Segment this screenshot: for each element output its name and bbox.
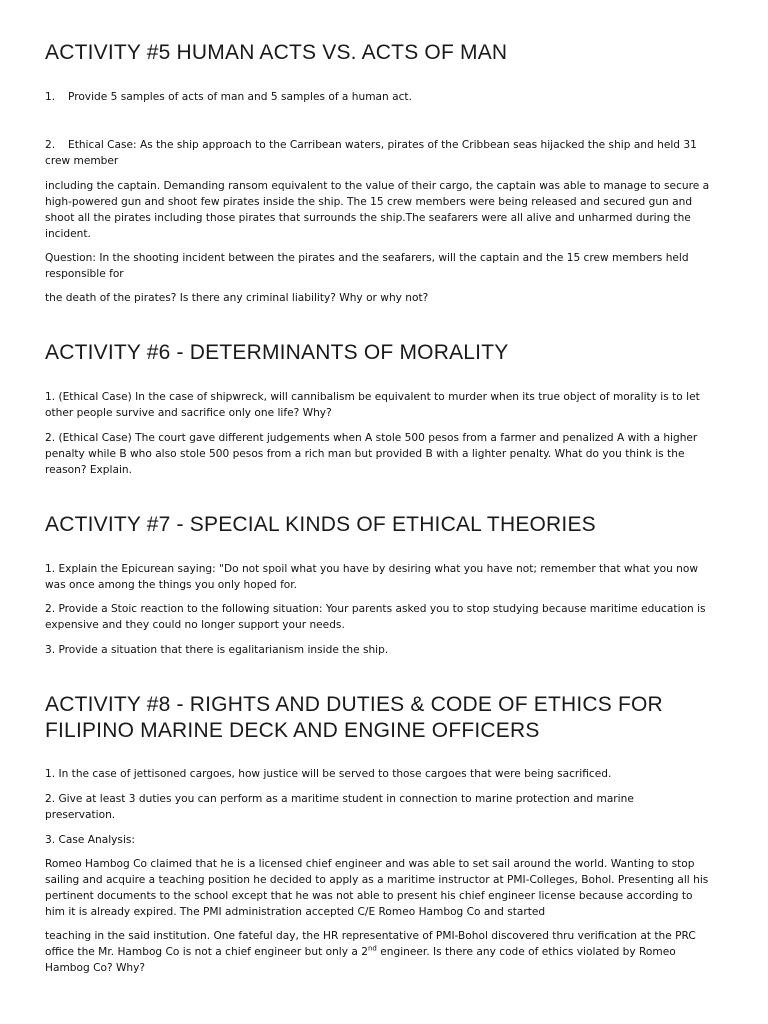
- activity-5-case-paragraph: including the captain. Demanding ransom equivalent to the value of their cargo, the captain was able to manage to secure a high-powered gun and shoot few pirates inside the ship. The 15 crew members were being released and secured gun and shoot all the pirates including those pirates that surrounds the ship.The seafarers were all alive and unharmed during the incident.: [45, 180, 710, 240]
- case-text-b: engineer. Is there any code of ethics violated by Romeo Hambog Co? Why?: [45, 946, 676, 974]
- activity-8-item-3: 3. Case Analysis:: [45, 834, 135, 846]
- activity-7-item-2: 2. Provide a Stoic reaction to the following situation: Your parents asked you to stop studying because maritime education is expensive and they could no longer support your needs.: [45, 603, 706, 631]
- activity-5-item-2: [45, 137, 720, 169]
- activity-6-item-2: 2. (Ethical Case) The court gave different judgements when A stole 500 pesos from a farmer and penalized A with a higher penalty while B who also stole 500 pesos from a rich man but provided B with a lighter penalty. What do you think is the reason? Explain.: [45, 432, 698, 476]
- activity-7-item-3: 3. Provide a situation that there is egalitarianism inside the ship.: [45, 644, 389, 656]
- activity-8-heading: ACTIVITY #8 - RIGHTS AND DUTIES & CODE OF ETHICS FOR FILIPINO MARINE DECK AND ENGINE OFFICERS: [45, 693, 663, 742]
- activity-6-item-1: 1. (Ethical Case) In the case of shipwreck, will cannibalism be equivalent to murder when its true object of morality is to let other people survive and sacrifice only one life? Why?: [45, 391, 700, 419]
- activity-7-item-1: 1. Explain the Epicurean saying: "Do not spoil what you have by desiring what you have not; remember that what you now was once among the things you only hoped for.: [45, 563, 699, 591]
- item-number: 2.: [45, 139, 56, 151]
- activity-5-question: Question: In the shooting incident between the pirates and the seafarers, will the captain and the 15 crew members held responsible for: [45, 252, 689, 280]
- ordinal-superscript: nd: [367, 944, 377, 953]
- item-text: Ethical Case: As the ship approach to the Carribean waters, pirates of the Cribbean seas hijacked the ship and held 31 crew member: [45, 139, 697, 167]
- activity-5-item-1: [45, 89, 720, 105]
- activity-8-item-1: 1. In the case of jettisoned cargoes, how justice will be served to those cargoes that were being sacrificed.: [45, 768, 612, 780]
- activity-8-item-2: 2. Give at least 3 duties you can perform as a maritime student in connection to marine protection and marine preservation.: [45, 793, 634, 821]
- case-analysis-paragraph-1: Romeo Hambog Co claimed that he is a licensed chief engineer and was able to set sail around the world. Wanting to stop sailing and acquire a teaching position he decided to apply as a maritime instructor at PMI-Colleges, Bohol. Presenting all his pertinent documents to the school except that he was not able to present his chief engineer license because according to him it is already expired. The PMI administration accepted C/E Romeo Hambog Co and started: [45, 858, 709, 918]
- activity-7-heading: ACTIVITY #7 - SPECIAL KINDS OF ETHICAL THEORIES: [45, 513, 596, 536]
- activity-5-question-continued: the death of the pirates? Is there any criminal liability? Why or why not?: [45, 292, 429, 304]
- item-number: 1.: [45, 91, 56, 103]
- activity-6-heading: ACTIVITY #6 - DETERMINANTS OF MORALITY: [45, 341, 509, 364]
- item-text: Provide 5 samples of acts of man and 5 samples of a human act.: [68, 91, 412, 103]
- case-text-a: teaching in the said institution. One fateful day, the HR representative of PMI-Bohol discovered thru verification at the PRC office the Mr. Hambog Co is not a chief engineer but only a 2: [45, 930, 696, 958]
- case-analysis-paragraph-2: [45, 928, 713, 976]
- activity-5-heading: ACTIVITY #5 HUMAN ACTS VS. ACTS OF MAN: [45, 41, 508, 64]
